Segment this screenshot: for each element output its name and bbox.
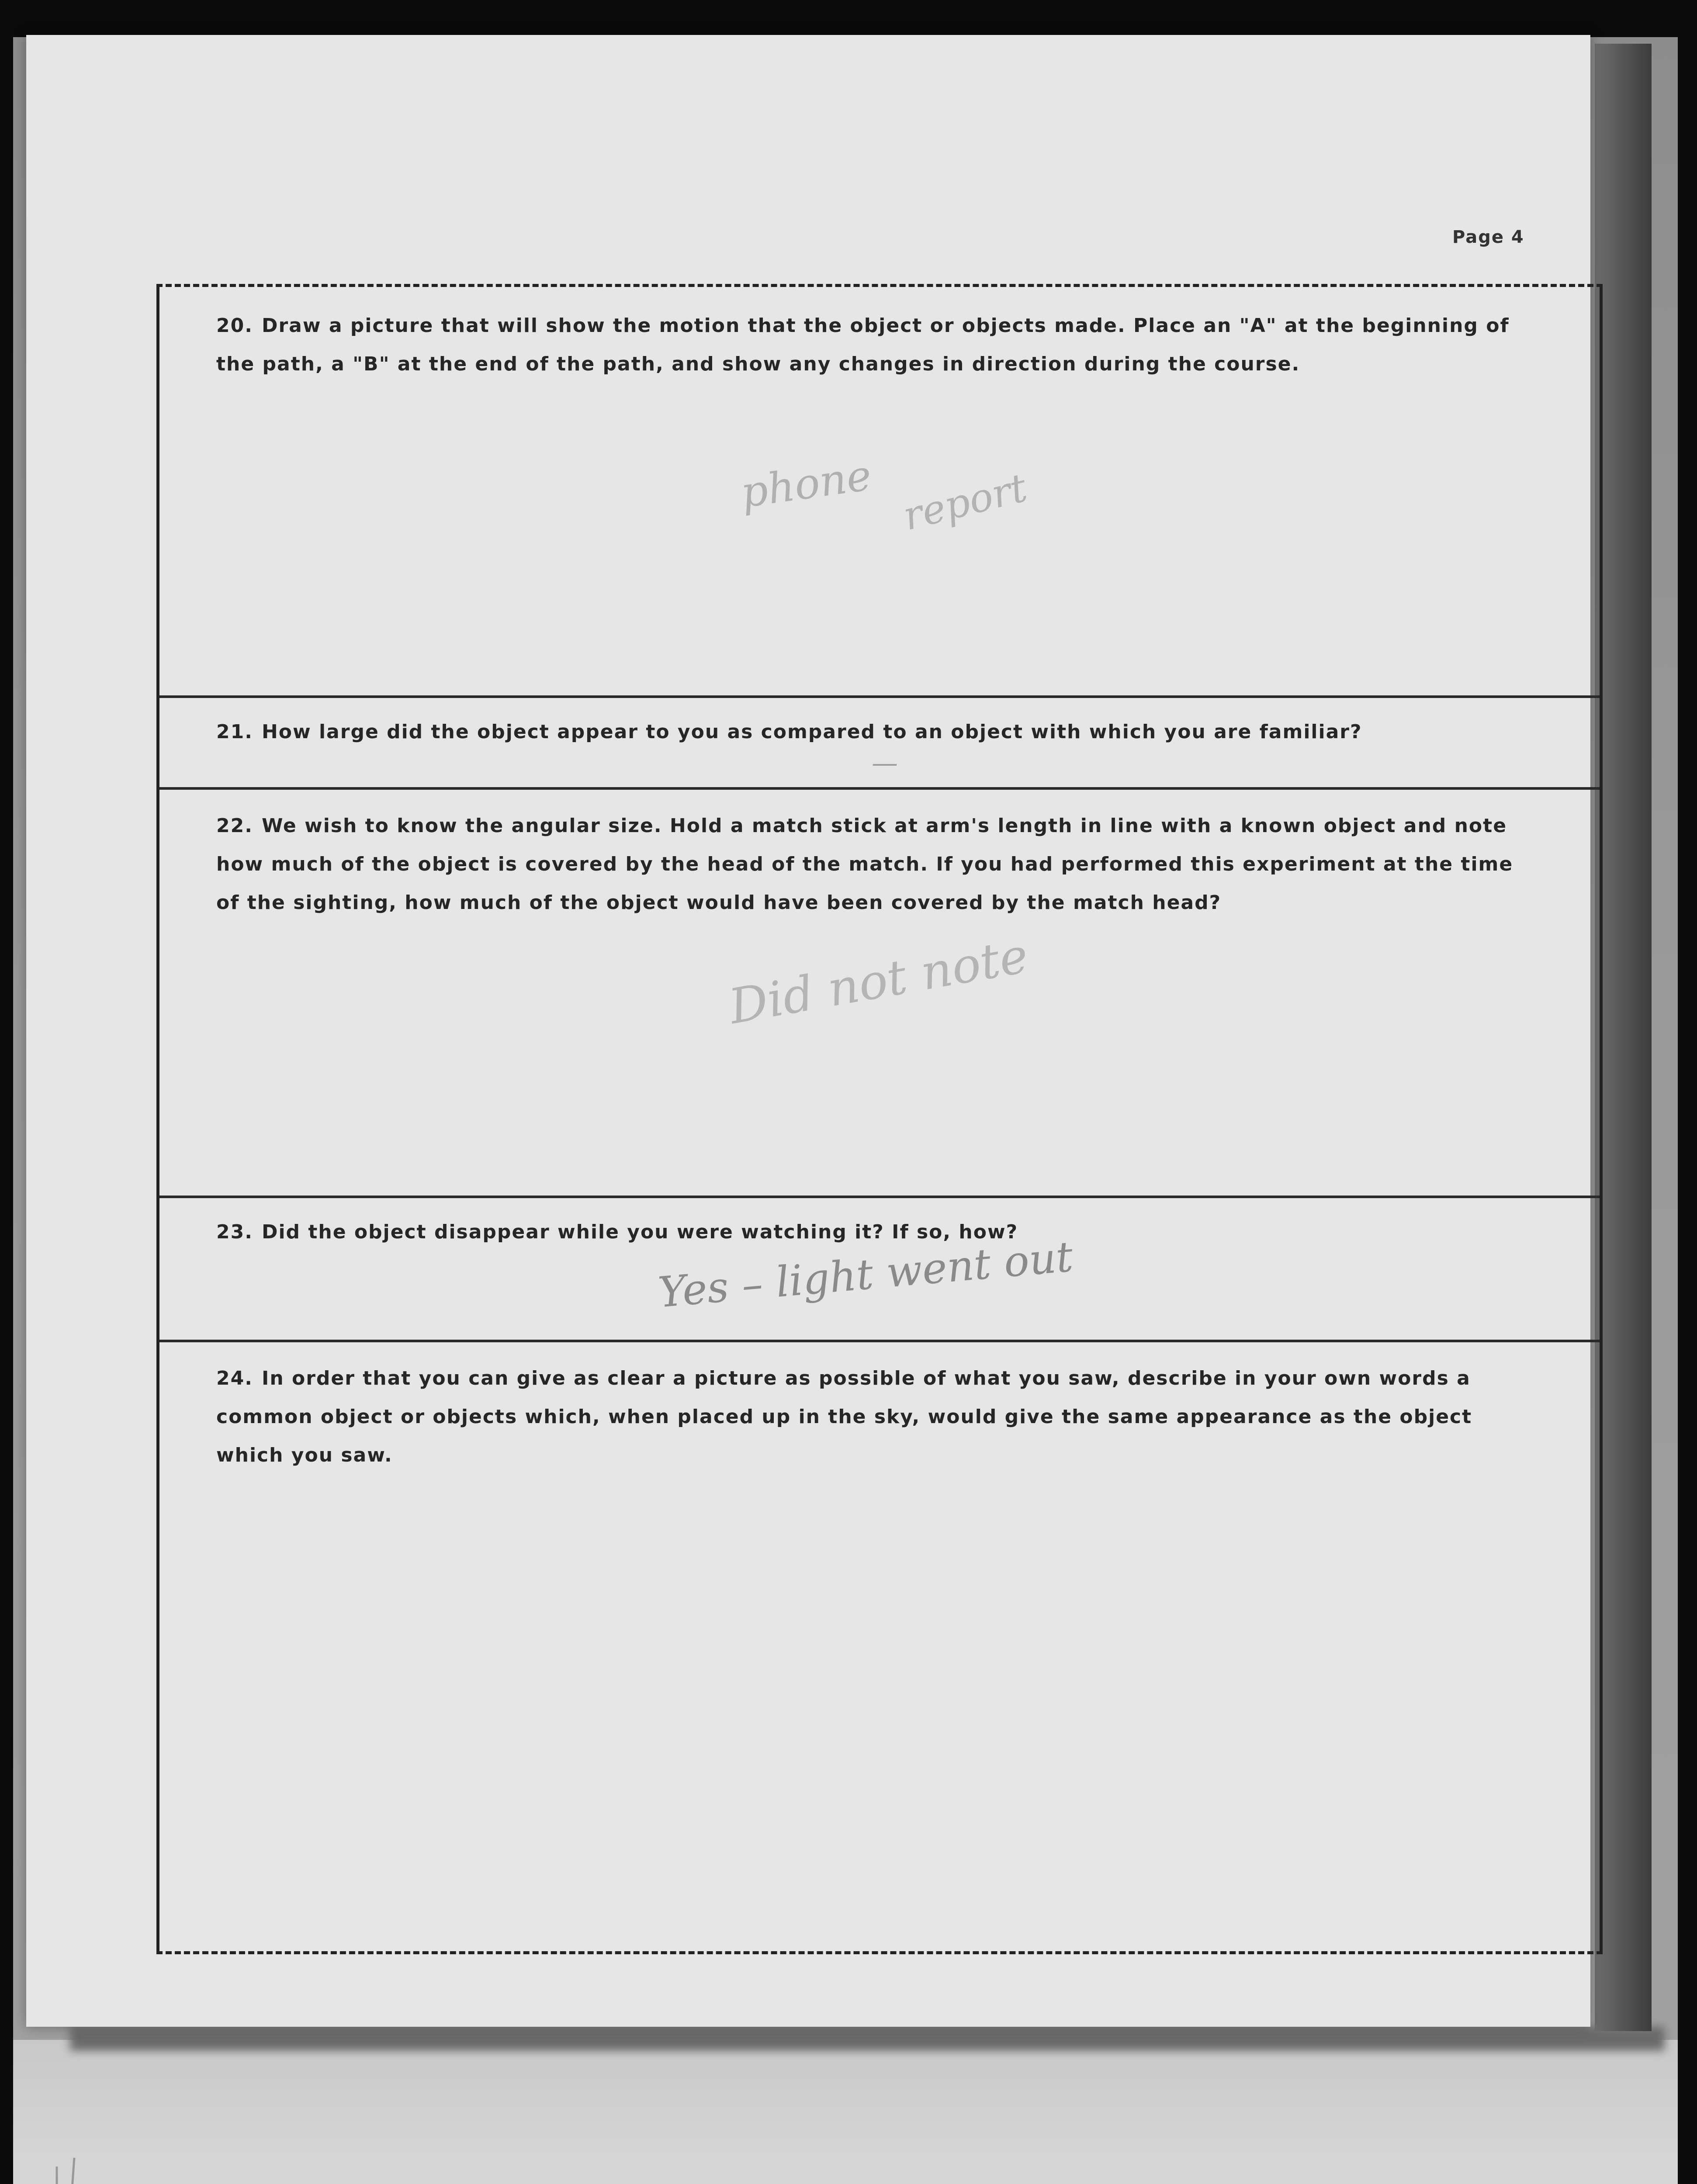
question-number: 24. [216,1367,253,1389]
page-number: Page 4 [1452,227,1524,247]
question-23-text [216,1213,1536,1251]
questionnaire-form [156,284,1603,1954]
handwritten-dash: — [872,748,898,778]
page-edge-shadow [1595,44,1652,2031]
handwritten-note: phone [738,450,875,518]
question-prompt: How large did the object appear to you as compared to an object with which you are familiar? [261,721,1362,743]
question-number: 22. [216,815,253,837]
page-shadow [70,2027,1665,2051]
question-prompt: In order that you can give as clear a picture as possible of what you saw, describe in your own words a common object or objects which, when placed up in the sky, would give the same appearance as the object which you saw. [216,1367,1472,1466]
handwritten-answer: Did not note [725,927,1032,1035]
question-20-box[interactable] [159,287,1600,698]
question-prompt: Draw a picture that will show the motion that the object or objects made. Place an "A" at the beginning of the path, a "B" at the end of the path, and show any changes in direction during the course. [216,314,1510,375]
question-22-box[interactable] [159,787,1600,1198]
question-number: 20. [216,314,253,337]
form-page [26,35,1590,2027]
question-24-text [216,1359,1536,1475]
handwritten-answer: Yes – light went out [656,1232,1075,1317]
question-21-box[interactable] [159,695,1600,790]
question-21-text [216,713,1536,751]
question-20-text [216,307,1536,384]
question-22-text [216,807,1536,922]
question-prompt: We wish to know the angular size. Hold a match stick at arm's length in line with a known object and note how much of the object is covered by the head of the match. If you had performed this experiment at the time of the sighting, how much of the object would have been covered by the match head? [216,815,1513,914]
question-23-box[interactable] [159,1196,1600,1342]
handwritten-note: report [898,464,1032,540]
scratch-marks [39,2140,197,2184]
question-24-box[interactable] [159,1340,1600,1949]
question-prompt: Did the object disappear while you were watching it? If so, how? [261,1221,1018,1243]
backing-board-lower [13,2040,1678,2184]
question-number: 23. [216,1221,253,1243]
question-number: 21. [216,721,253,743]
